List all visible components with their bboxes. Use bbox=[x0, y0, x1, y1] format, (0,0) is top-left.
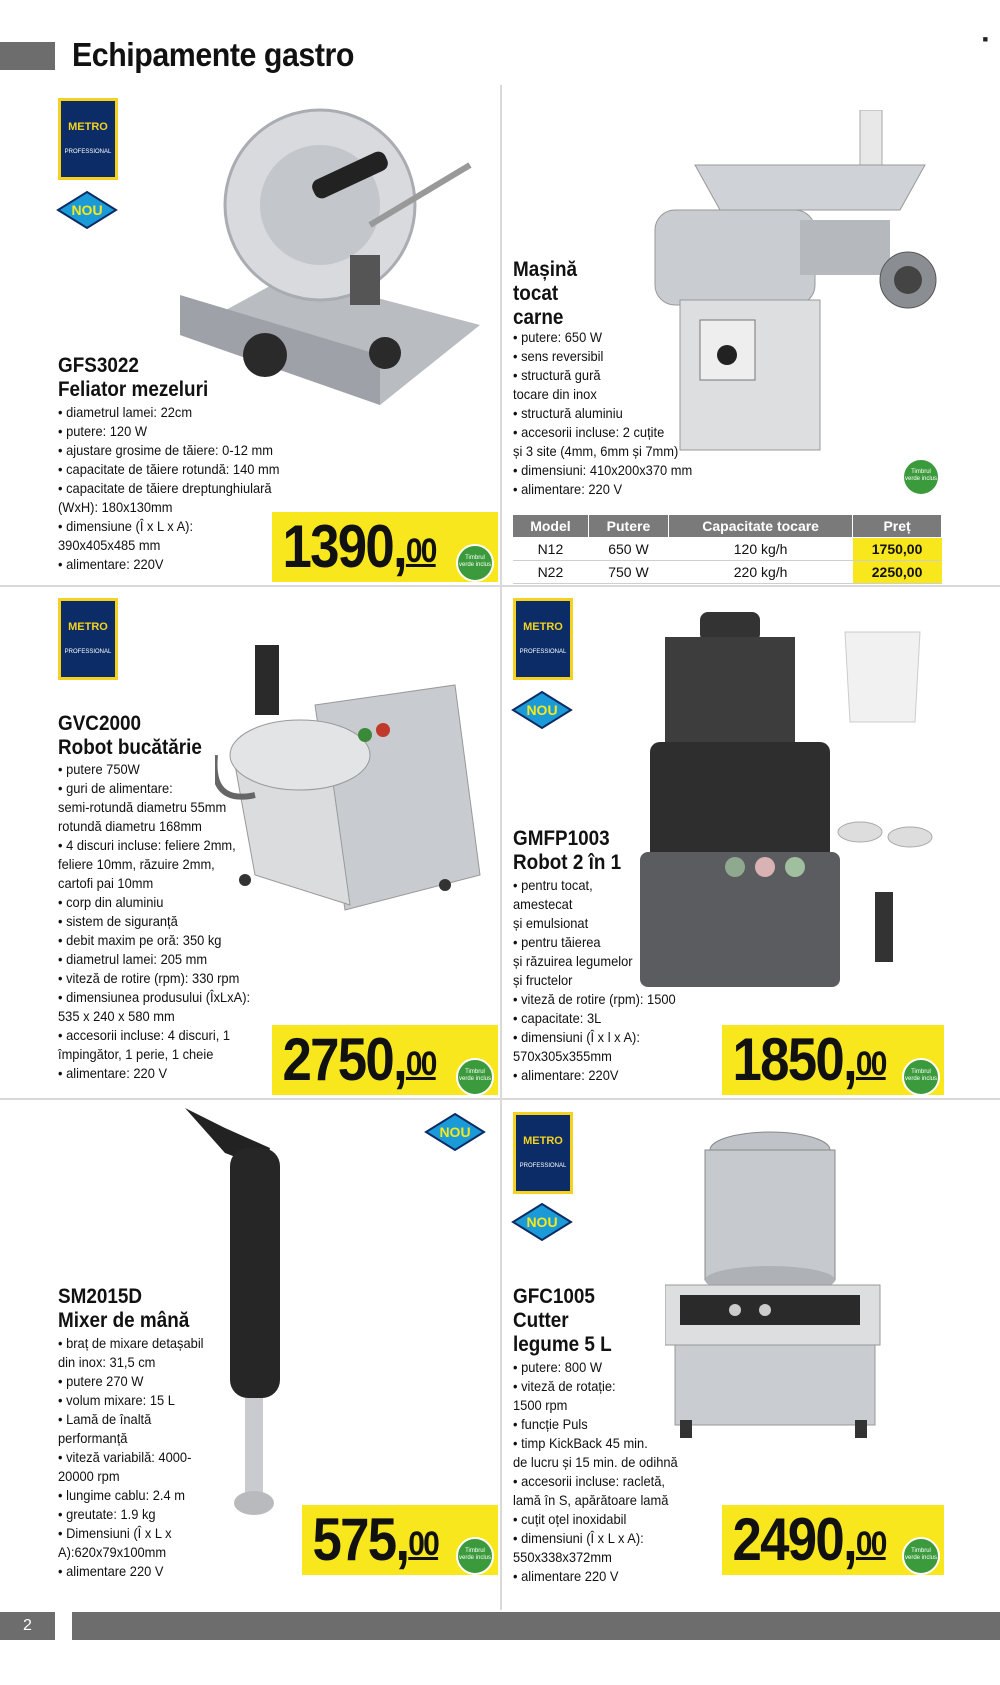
price-label: 2750,00 bbox=[282, 1026, 436, 1093]
meat-slicer-image bbox=[170, 105, 490, 405]
timbru-verde-icon: Timbrul verde inclus bbox=[902, 458, 940, 496]
corner-mark: ■ bbox=[982, 34, 988, 44]
column-divider bbox=[500, 85, 502, 1610]
food-processor-image bbox=[215, 645, 495, 915]
product-model: GVC2000 bbox=[58, 712, 142, 735]
robot-2in1-image bbox=[640, 612, 970, 992]
metro-professional-logo: METRO PROFESSIONAL bbox=[58, 98, 118, 180]
nou-badge-icon bbox=[424, 1112, 486, 1152]
product-name: Robot bucătărie bbox=[58, 736, 202, 759]
nou-badge-icon bbox=[511, 690, 573, 730]
table-row: N22 750 W 220 kg/h 2250,00 bbox=[513, 561, 942, 584]
metro-professional-logo: METRO PROFESSIONAL bbox=[513, 1112, 573, 1194]
metro-professional-logo: METRO PROFESSIONAL bbox=[513, 598, 573, 680]
product-model: GMFP1003 bbox=[513, 827, 610, 850]
page-title: Echipamente gastro bbox=[72, 36, 354, 73]
product-model: GFC1005 bbox=[513, 1285, 595, 1308]
price-table bbox=[512, 514, 942, 584]
metro-professional-logo: METRO PROFESSIONAL bbox=[58, 598, 118, 680]
page-number: 2 bbox=[0, 1612, 55, 1640]
row-divider-2 bbox=[0, 1098, 1000, 1100]
product-model: SM2015D bbox=[58, 1285, 143, 1308]
nou-badge-icon bbox=[56, 190, 118, 230]
timbru-verde-icon: Timbrul verde inclus bbox=[902, 1537, 940, 1575]
product-model: GFS3022 bbox=[58, 354, 139, 377]
product-specs: • putere: 800 W • viteză de rotație: 1500 rpm • funcție Puls • timp KickBack 45 min. de lucru și 15 min. de odihnă • accesorii incluse: racletă, lamă în S, apărătoare lamă • cuțit oțel inoxidabil • dimensiuni (Î x L x A): 550x338x372mm • alimentare 220 V bbox=[513, 1359, 678, 1584]
svg-text:NOU: NOU bbox=[439, 1124, 471, 1140]
timbru-verde-icon: Timbrul verde inclus bbox=[456, 1058, 494, 1096]
vegetable-cutter-image bbox=[665, 1120, 895, 1440]
timbru-verde-icon: Timbrul verde inclus bbox=[456, 544, 494, 582]
footer-bar bbox=[72, 1612, 1000, 1640]
svg-text:NOU: NOU bbox=[71, 202, 103, 218]
table-header: Putere bbox=[588, 515, 668, 538]
product-name: Mixer de mână bbox=[58, 1309, 190, 1332]
price-label: 1850,00 bbox=[732, 1026, 886, 1093]
price-label: 1390,00 bbox=[282, 513, 436, 580]
product-specs: • diametrul lamei: 22cm • putere: 120 W • ajustare grosime de tăiere: 0-12 mm • capacitate de tăiere rotundă: 140 mm • capacitate de tăiere dreptunghiulară (WxH): 180x130mm • dimensiune (Î x L x A): 390x405x485 mm • alimentare: 220V bbox=[58, 404, 280, 572]
product-name: Feliator mezeluri bbox=[58, 378, 209, 401]
header-bar bbox=[0, 42, 55, 70]
svg-text:NOU: NOU bbox=[526, 1214, 558, 1230]
product-specs: • braț de mixare detașabil din inox: 31,5 cm • putere 270 W • volum mixare: 15 L • Lamă de înaltă performanță • viteză variabilă: 4000- 20000 rpm • lungime cablu: 2.4 m • greutate: 1.9 kg • Dimensiuni (Î x L x A):620x79x100mm • alimentare 220 V bbox=[58, 1335, 204, 1579]
product-name: Mașină tocat carne bbox=[513, 258, 578, 329]
timbru-verde-icon: Timbrul verde inclus bbox=[902, 1058, 940, 1096]
price-label: 575,00 bbox=[312, 1506, 439, 1573]
svg-text:NOU: NOU bbox=[526, 702, 558, 718]
table-header: Preț bbox=[853, 515, 942, 538]
table-header: Capacitate tocare bbox=[669, 515, 853, 538]
product-name: Robot 2 în 1 bbox=[513, 851, 622, 874]
product-specs: • putere: 650 W • sens reversibil • structură gură tocare din inox • structură aluminiu • accesorii incluse: 2 cuțite și 3 site (4mm, 6mm și 7mm) • dimensiuni: 410x200x370 mm • alimentare: 220 V bbox=[513, 329, 693, 497]
table-header: Model bbox=[513, 515, 589, 538]
product-specs: • putere 750W • guri de alimentare: semi-rotundă diametru 55mm rotundă diametru 168mm • 4 discuri incluse: feliere 2mm, feliere 10mm, răzuire 2mm, cartofi pai 10mm • corp din aluminiu • sistem de siguranță • debit maxim pe oră: 350 kg • diametrul lamei: 205 mm • viteză de rotire (rpm): 330 rpm • dimensiunea produsului (ÎxLxA): 535 x 240 x 580 mm • accesorii incluse: 4 discuri, 1 împingător, 1 perie, 1 cheie • alimentare: 220 V bbox=[58, 761, 251, 1081]
nou-badge-icon bbox=[511, 1202, 573, 1242]
table-row: N12 650 W 120 kg/h 1750,00 bbox=[513, 538, 942, 561]
row-divider-1 bbox=[0, 585, 1000, 587]
product-specs: • pentru tocat, amestecat și emulsionat • pentru tăierea și răzuirea legumelor și fructelor • viteză de rotire (rpm): 1500 • capacitate: 3L • dimensiuni (Î x l x A): 570x305x355mm • alimentare: 220V bbox=[513, 877, 676, 1083]
price-label: 2490,00 bbox=[732, 1506, 886, 1573]
timbru-verde-icon: Timbrul verde inclus bbox=[456, 1537, 494, 1575]
product-name: Cutter legume 5 L bbox=[513, 1309, 612, 1356]
